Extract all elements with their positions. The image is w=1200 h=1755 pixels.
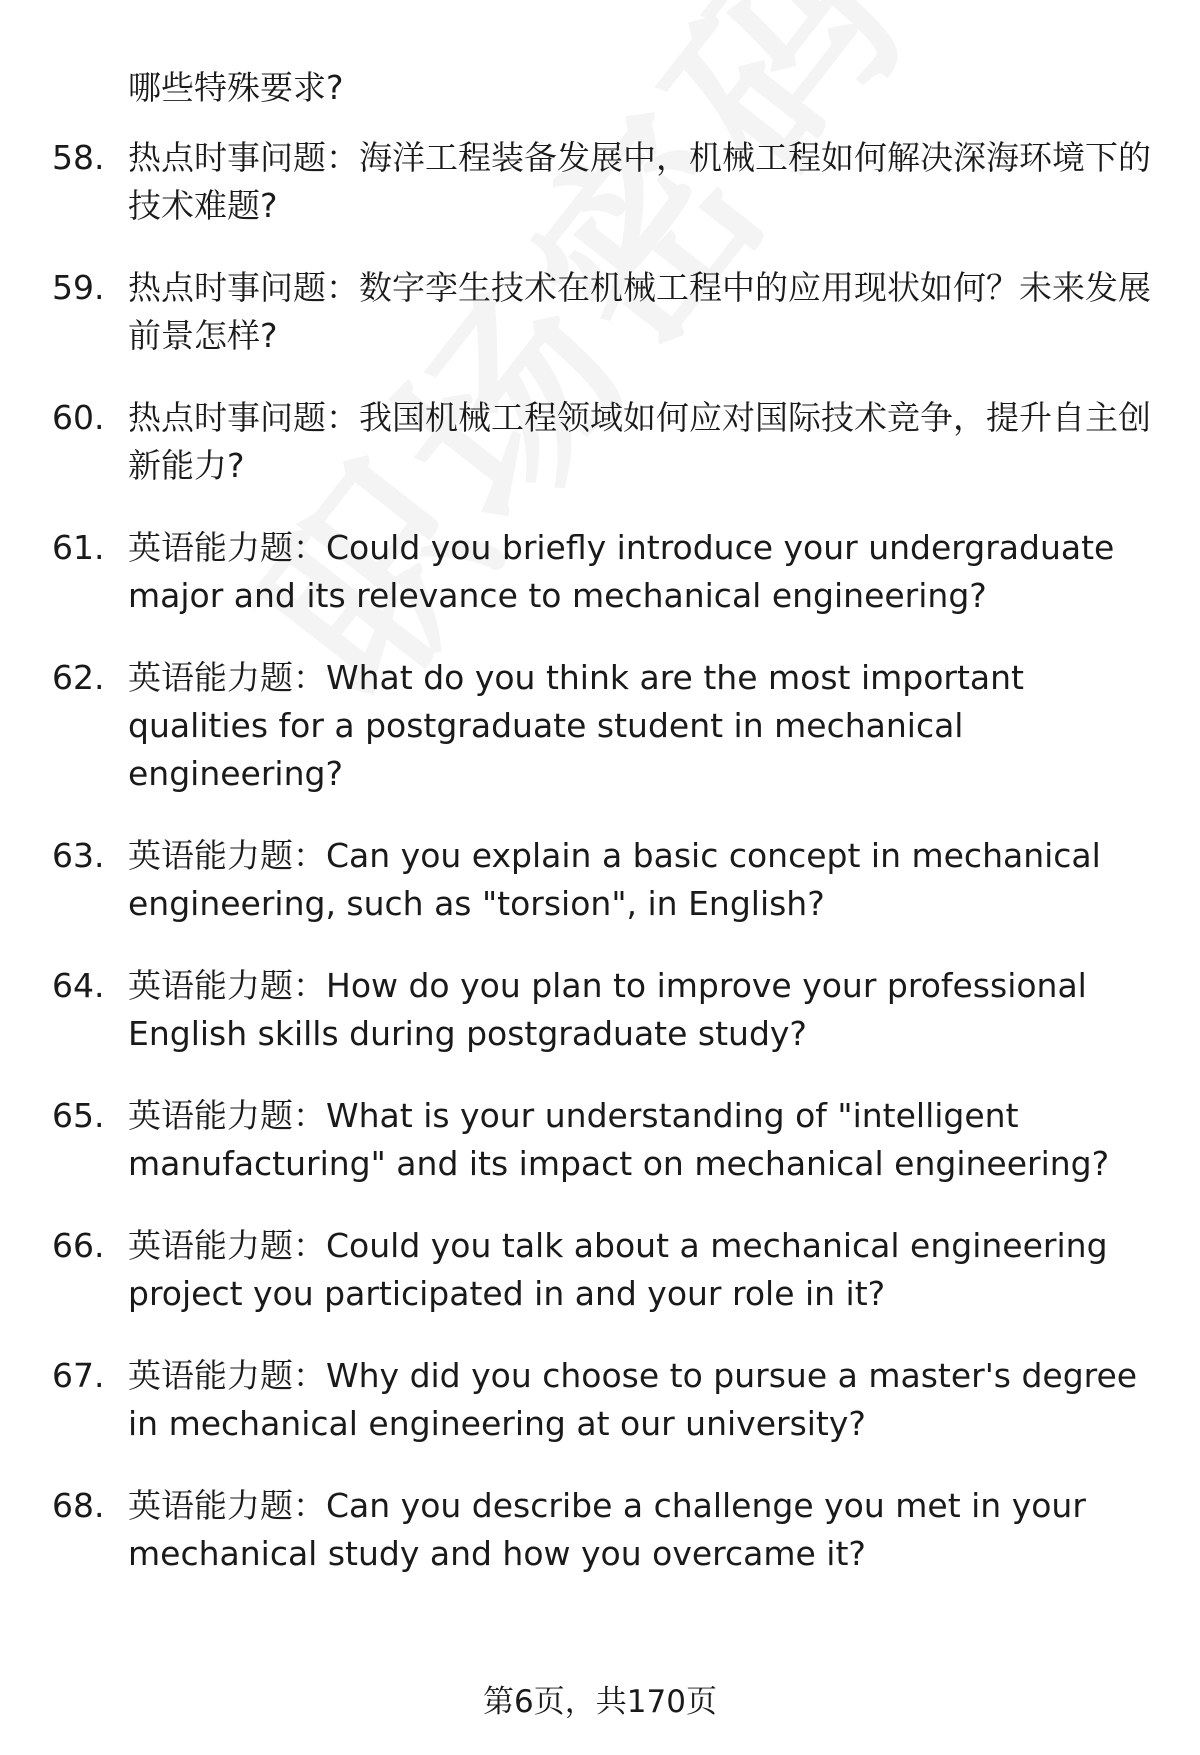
question-text: 热点时事问题：海洋工程装备发展中，机械工程如何解决深海环境下的技术难题? [128, 138, 1151, 225]
question-number: 60. [52, 398, 105, 437]
question-text: 英语能力题：What is your understanding of "intelligent manufacturing" and its impact on mechanical engineering? [128, 1096, 1110, 1183]
question-text: 英语能力题：How do you plan to improve your professional English skills during postgraduate study? [128, 966, 1087, 1053]
question-list [0, 134, 1200, 1612]
question-text: 英语能力题：Can you describe a challenge you met in your mechanical study and how you overcame it? [128, 1486, 1086, 1573]
question-number: 63. [52, 836, 105, 875]
question-item [0, 1092, 1200, 1188]
question-item [0, 394, 1200, 490]
question-number: 59. [52, 268, 105, 307]
question-item [0, 264, 1200, 360]
question-number: 61. [52, 528, 105, 567]
question-continuation: 哪些特殊要求? [128, 68, 344, 107]
question-item [0, 832, 1200, 928]
question-number: 68. [52, 1486, 105, 1525]
question-item [0, 1222, 1200, 1318]
question-item [0, 962, 1200, 1058]
question-number: 62. [52, 658, 105, 697]
question-text: 英语能力题：Could you talk about a mechanical engineering project you participated in and your role in it? [128, 1226, 1108, 1313]
question-number: 65. [52, 1096, 105, 1135]
question-item [0, 1352, 1200, 1448]
question-item [0, 524, 1200, 620]
question-text: 英语能力题：Could you briefly introduce your undergraduate major and its relevance to mechanical engineering? [128, 528, 1115, 615]
question-item [0, 654, 1200, 798]
question-text: 英语能力题：Why did you choose to pursue a master's degree in mechanical engineering at our university? [128, 1356, 1138, 1443]
question-text: 热点时事问题：数字孪生技术在机械工程中的应用现状如何？未来发展前景怎样? [128, 268, 1151, 355]
question-number: 58. [52, 138, 105, 177]
page-footer: 第6页，共170页 [483, 1684, 717, 1720]
question-number: 64. [52, 966, 105, 1005]
question-item [0, 1482, 1200, 1578]
question-item [0, 134, 1200, 230]
question-text: 英语能力题：Can you explain a basic concept in mechanical engineering, such as "torsion", in English? [128, 836, 1101, 923]
question-text: 英语能力题：What do you think are the most important qualities for a postgraduate student in mechanical engineering? [128, 658, 1024, 793]
question-text: 热点时事问题：我国机械工程领域如何应对国际技术竞争，提升自主创新能力? [128, 398, 1151, 485]
question-number: 66. [52, 1226, 105, 1265]
question-number: 67. [52, 1356, 105, 1395]
